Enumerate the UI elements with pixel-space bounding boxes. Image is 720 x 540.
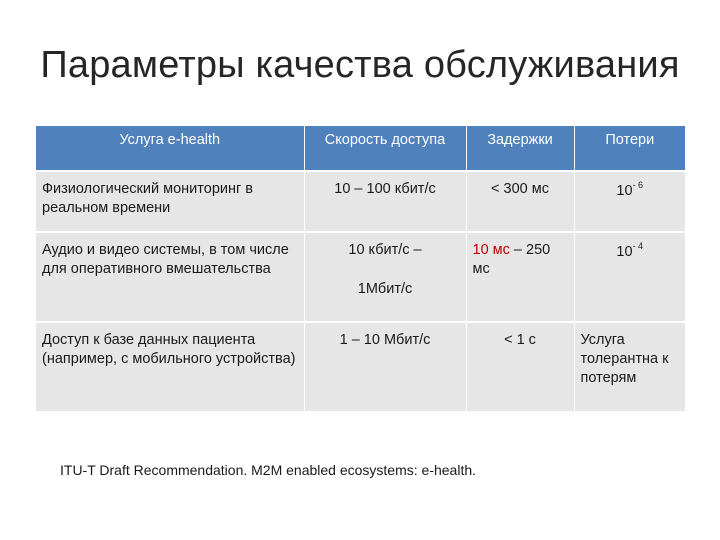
table-row bbox=[36, 171, 685, 232]
header-speed: Скорость доступа bbox=[304, 126, 466, 171]
header-loss: Потери bbox=[574, 126, 685, 171]
cell-latency: < 300 мс bbox=[466, 171, 574, 232]
table-header-row bbox=[36, 126, 685, 171]
cell-latency: < 1 с bbox=[466, 322, 574, 411]
table-row bbox=[36, 322, 685, 411]
latency-rest: – 250 мс bbox=[472, 242, 551, 277]
cell-loss: Услуга толерантна к потерям bbox=[574, 322, 685, 411]
cell-speed bbox=[304, 232, 466, 322]
loss-base: 10 bbox=[616, 244, 633, 260]
speed-line-1: 10 кбит/с – bbox=[348, 242, 422, 258]
table-row bbox=[36, 232, 685, 322]
source-note: ITU-T Draft Recommendation. M2M enabled ecosystems: e-health. bbox=[60, 462, 477, 478]
speed-line-2: 1Мбит/с bbox=[357, 280, 413, 297]
header-latency: Задержки bbox=[466, 126, 574, 171]
header-service: Услуга e-health bbox=[36, 126, 304, 171]
cell-loss bbox=[574, 232, 685, 322]
cell-service: Доступ к базе данных пациента (например, с мобильного устройства) bbox=[36, 322, 304, 411]
loss-exponent: - 6 bbox=[632, 180, 644, 190]
loss-exponent: - 4 bbox=[632, 241, 644, 251]
cell-loss bbox=[574, 171, 685, 232]
cell-service: Аудио и видео системы, в том числе для оперативного вмешательства bbox=[36, 232, 304, 322]
cell-latency bbox=[466, 232, 574, 322]
cell-speed: 10 – 100 кбит/с bbox=[304, 171, 466, 232]
qos-table bbox=[36, 126, 685, 411]
cell-service: Физиологический мониторинг в реальном времени bbox=[36, 171, 304, 232]
loss-base: 10 bbox=[616, 183, 633, 199]
slide-title: Параметры качества обслуживания bbox=[40, 44, 680, 86]
latency-accent: 10 мс bbox=[472, 242, 510, 258]
cell-speed: 1 – 10 Мбит/с bbox=[304, 322, 466, 411]
